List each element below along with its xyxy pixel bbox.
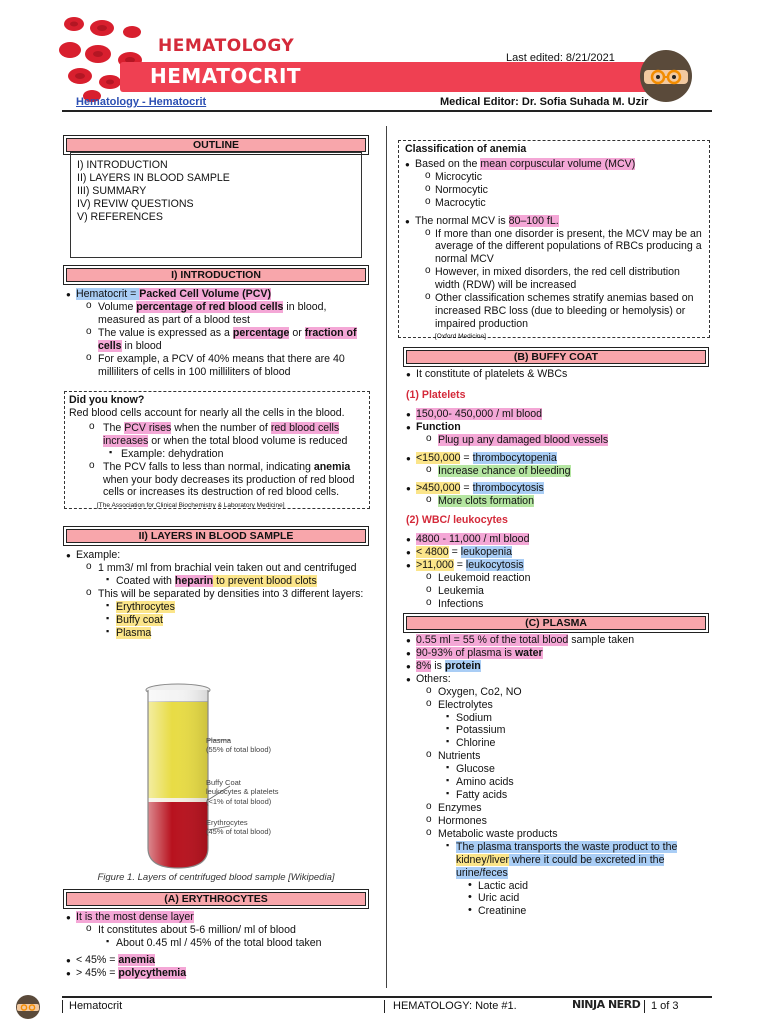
label-buffy: Buffy Coat xyxy=(206,778,241,787)
plt-p3-s1: Increase chance of bleeding xyxy=(438,464,571,477)
figure-label-plasma xyxy=(206,736,271,755)
ery-b1-s1a: ▪ About 0.45 ml / 45% of the total blood taken xyxy=(66,937,372,950)
plasma-o2-item: ▪ Sodium xyxy=(406,712,712,725)
ery-b2-bold: anemia xyxy=(118,953,155,966)
outline-item[interactable]: V) REFERENCES xyxy=(77,210,163,223)
dyk-p1-pre: The xyxy=(103,421,125,434)
class-b2-item: o However, in mixed disorders, the red cell distribution width (RDW) will be increased xyxy=(405,266,703,292)
did-you-know-title: Did you know? xyxy=(69,394,145,406)
outline-item[interactable]: II) LAYERS IN BLOOD SAMPLE xyxy=(77,171,230,184)
did-you-know-box xyxy=(64,391,370,509)
medical-editor: Medical Editor: Dr. Sofia Suhada M. Uzir xyxy=(440,96,649,108)
class-b1-item: o Microcytic xyxy=(405,171,703,184)
plt-p1: 150,00- 450,000 / ml blood xyxy=(416,407,543,420)
plasma-b1-post: sample taken xyxy=(568,634,635,646)
plasma-o2-item: ▪ Chlorine xyxy=(406,737,712,750)
intro-heading: I) INTRODUCTION xyxy=(66,268,366,282)
outline-item[interactable]: III) SUMMARY xyxy=(77,184,147,197)
layers-s1: o 1 mm3/ ml from brachial vein taken out and centrifuged xyxy=(66,562,372,575)
breadcrumb-link[interactable]: Hematology - Hematocrit xyxy=(76,96,207,108)
wbc-w3-item: o Infections xyxy=(406,598,712,611)
intro-section xyxy=(66,288,372,378)
plasma-o3-item: ▪ Amino acids xyxy=(406,776,712,789)
layers-section xyxy=(66,549,372,639)
dyk-p2-post: when your body decreases its production of red blood cells or increases its destruction of red blood cells. xyxy=(103,473,355,499)
plasma-b4: ● Others: xyxy=(406,673,712,686)
ery-b1-s1: o It constitutes about 5-6 million/ ml of blood xyxy=(66,924,372,937)
figure-label-buffy xyxy=(206,778,279,806)
outline-box xyxy=(70,152,362,258)
layers-example: ● Example: xyxy=(66,549,372,562)
subject-title: HEMATOLOGY xyxy=(158,36,295,56)
buffy-b1: ● It constitute of platelets & WBCs xyxy=(406,368,712,381)
plasma-heading: (C) PLASMA xyxy=(406,616,706,630)
plasma-o3-item: ▪ Glucose xyxy=(406,763,712,776)
plasma-o6-item: • Lactic acid xyxy=(406,880,712,893)
ery-b3-bold: polycythemia xyxy=(118,966,187,979)
dyk-p1-post: or when the total blood volume is reduced xyxy=(148,434,348,447)
plasma-b3-mid: is xyxy=(431,659,445,672)
plasma-b2-mid: of plasma is xyxy=(452,646,515,659)
outline-heading: OUTLINE xyxy=(66,138,366,152)
ninja-footer-icon xyxy=(14,994,42,1020)
layer-item: Erythrocytes xyxy=(116,600,175,613)
layers-s1a-bold: heparin xyxy=(174,574,214,587)
plasma-section xyxy=(406,634,712,918)
plasma-o3-item: ▪ Fatty acids xyxy=(406,789,712,802)
label-plasma-pct: (55% of total blood) xyxy=(206,745,272,755)
layers-s2: o This will be separated by densities into 3 different layers: xyxy=(66,588,372,601)
plt-p4-hl: thrombocytosis xyxy=(472,482,544,495)
dyk-source: [The Association for Clinical Biochemistry & Laboratory Medicine] xyxy=(97,502,285,510)
wbc-w1: 4800 - 11,000 / ml blood xyxy=(416,533,530,546)
plasma-o3: o Nutrients xyxy=(406,750,712,763)
layer-item: Plasma xyxy=(116,626,152,639)
plasma-o2-item: ▪ Potassium xyxy=(406,724,712,737)
figure-caption: Figure 1. Layers of centrifuged blood sample [Wikipedia] xyxy=(97,872,335,883)
classification-box xyxy=(398,140,710,338)
header-rule xyxy=(62,110,712,112)
label-ery-pct: (45% of total blood) xyxy=(206,827,272,837)
ery-b3-pre: > 45% = xyxy=(76,966,119,979)
plasma-o6: o Metabolic waste products xyxy=(406,828,712,841)
plt-p3-pre: <150,000 xyxy=(416,451,461,464)
plasma-b2-bold: water xyxy=(514,646,543,659)
platelets-title: (1) Platelets xyxy=(406,388,466,401)
intro-s2-pre: The value is expressed as a xyxy=(98,326,233,339)
plt-p4-s1: More clots formation xyxy=(438,495,534,508)
plasma-o6-s1-hl: kidney/liver xyxy=(456,853,509,866)
plt-p3-hl: thrombocytopenia xyxy=(472,451,557,464)
intro-s1-bold: percentage of red blood cells xyxy=(136,300,284,313)
plasma-o6-item: • Creatinine xyxy=(406,905,712,918)
ninja-nerd-logo: NINJA NERD xyxy=(572,998,641,1011)
dyk-p1-example: ▪ Example: dehydration xyxy=(69,448,365,461)
plt-p3-mid: = xyxy=(460,451,473,464)
footer-note: HEMATOLOGY: Note #1. xyxy=(384,1000,517,1013)
wbc-w3-pre: >11,000 xyxy=(416,559,454,572)
test-tube-figure xyxy=(140,680,320,872)
plasma-o2: o Electrolytes xyxy=(406,699,712,712)
intro-s1-pre: Volume xyxy=(98,300,137,313)
plt-p4-mid: = xyxy=(460,482,473,495)
dyk-p2-pre: The PCV falls to less than normal, indicating xyxy=(103,460,314,473)
last-edited: Last edited: 8/21/2021 xyxy=(506,52,615,64)
layers-s1a-pre: Coated with xyxy=(116,574,175,587)
intro-s3: o For example, a PCV of 40% means that there are 40 milliliters of cells in 100 milliliters of blood xyxy=(66,353,372,379)
column-divider xyxy=(386,126,387,988)
intro-s2-mid: or xyxy=(289,326,305,339)
classification-title: Classification of anemia xyxy=(405,143,527,155)
label-ery: Erythrocytes xyxy=(206,818,248,827)
intro-b1-pre: Hematocrit = xyxy=(76,288,140,300)
page-number: 1 of 3 xyxy=(644,1000,679,1013)
wbc-w2-hl: leukopenia xyxy=(460,546,513,559)
page-title: HEMATOCRIT xyxy=(150,64,302,88)
figure-label-ery xyxy=(206,818,271,837)
plasma-b3-hl: 8% xyxy=(416,659,432,672)
class-source: [Oxford Medicine] xyxy=(435,332,486,340)
wbc-w3-hl: leukocytosis xyxy=(465,559,524,572)
intro-s2-bold1: percentage xyxy=(232,326,290,339)
plasma-b3-bold: protein xyxy=(444,659,481,672)
ery-b2-pre: < 45% = xyxy=(76,953,119,966)
intro-s2-bold2: fraction of cells xyxy=(98,326,357,352)
wbc-w3-mid: = xyxy=(453,559,466,572)
dyk-p1-hl1: PCV rises xyxy=(124,421,172,434)
class-b1-item: o Normocytic xyxy=(405,184,703,197)
class-b1-item: o Macrocytic xyxy=(405,197,703,210)
class-b2-pre: The normal MCV is xyxy=(415,214,509,227)
plasma-o6-item: • Uric acid xyxy=(406,892,712,905)
intro-s1-post: in blood, measured as part of a blood test xyxy=(98,300,327,326)
erythrocytes-section xyxy=(66,911,372,980)
ery-b1: It is the most dense layer xyxy=(76,911,194,923)
plasma-o1: o Oxygen, Co2, NO xyxy=(406,686,712,699)
dyk-p1-hl2: red blood cells increases xyxy=(103,421,340,447)
wbc-title: (2) WBC/ leukocytes xyxy=(406,514,508,527)
layers-s1a-post: to prevent blood clots xyxy=(213,574,317,587)
plasma-o6-s1-post: where it could be excreted in the urine/feces xyxy=(456,853,665,879)
wbc-w2-mid: = xyxy=(448,546,461,559)
plt-p4-pre: >450,000 xyxy=(416,482,461,495)
plasma-o5: o Hormones xyxy=(406,815,712,828)
label-buffy-pct: (<1% of total blood) xyxy=(206,796,272,806)
class-b1-hl: mean corpuscular volume (MCV) xyxy=(480,157,636,170)
intro-s2-post: in blood xyxy=(121,339,162,352)
buffy-heading: (B) BUFFY COAT xyxy=(406,350,706,364)
dyk-p2-bold: anemia xyxy=(313,460,351,473)
label-plasma: Plasma xyxy=(206,736,232,745)
layer-item: Buffy coat xyxy=(116,613,163,626)
wbc-w2-pre: < 4800 xyxy=(416,546,449,559)
buffy-section xyxy=(406,368,712,611)
plasma-o6-s1-pre: The plasma transports the waste product to the xyxy=(456,840,678,853)
erythrocytes-heading: (A) ERYTHROCYTES xyxy=(66,892,366,906)
plasma-o4: o Enzymes xyxy=(406,802,712,815)
class-b2-item: o If more than one disorder is present, the MCV may be an average of the different populations of RBCs producing a normal MCV xyxy=(405,228,703,267)
wbc-w3-item: o Leukemia xyxy=(406,585,712,598)
dyk-p1-mid: when the number of xyxy=(171,421,271,434)
class-b2-hl: 80–100 fL. xyxy=(508,214,559,227)
class-b1-pre: Based on the xyxy=(415,157,481,170)
intro-b1-bold: Packed Cell Volume (PCV) xyxy=(139,288,271,300)
wbc-w3-item: o Leukemoid reaction xyxy=(406,572,712,585)
label-buffy-desc: leukocytes & platelets xyxy=(206,787,279,797)
class-b2-item: o Other classification schemes stratify anemias based on increased RBC loss (due to bleeding or hemolysis) or impaired production xyxy=(405,292,703,331)
plasma-b1-hl: 0.55 ml = 55 % of the total blood xyxy=(416,634,569,646)
footer-topic: Hematocrit xyxy=(62,1000,122,1013)
plt-p2: Function xyxy=(416,420,461,433)
outline-item[interactable]: IV) REVIW QUESTIONS xyxy=(77,197,194,210)
plasma-b2-hl: 90-93% xyxy=(416,646,453,659)
outline-item[interactable]: I) INTRODUCTION xyxy=(77,159,168,171)
plt-p2-s1: Plug up any damaged blood vessels xyxy=(438,433,609,446)
did-you-know-lead: Red blood cells account for nearly all the cells in the blood. xyxy=(69,406,345,419)
layers-heading: II) LAYERS IN BLOOD SAMPLE xyxy=(66,529,366,543)
